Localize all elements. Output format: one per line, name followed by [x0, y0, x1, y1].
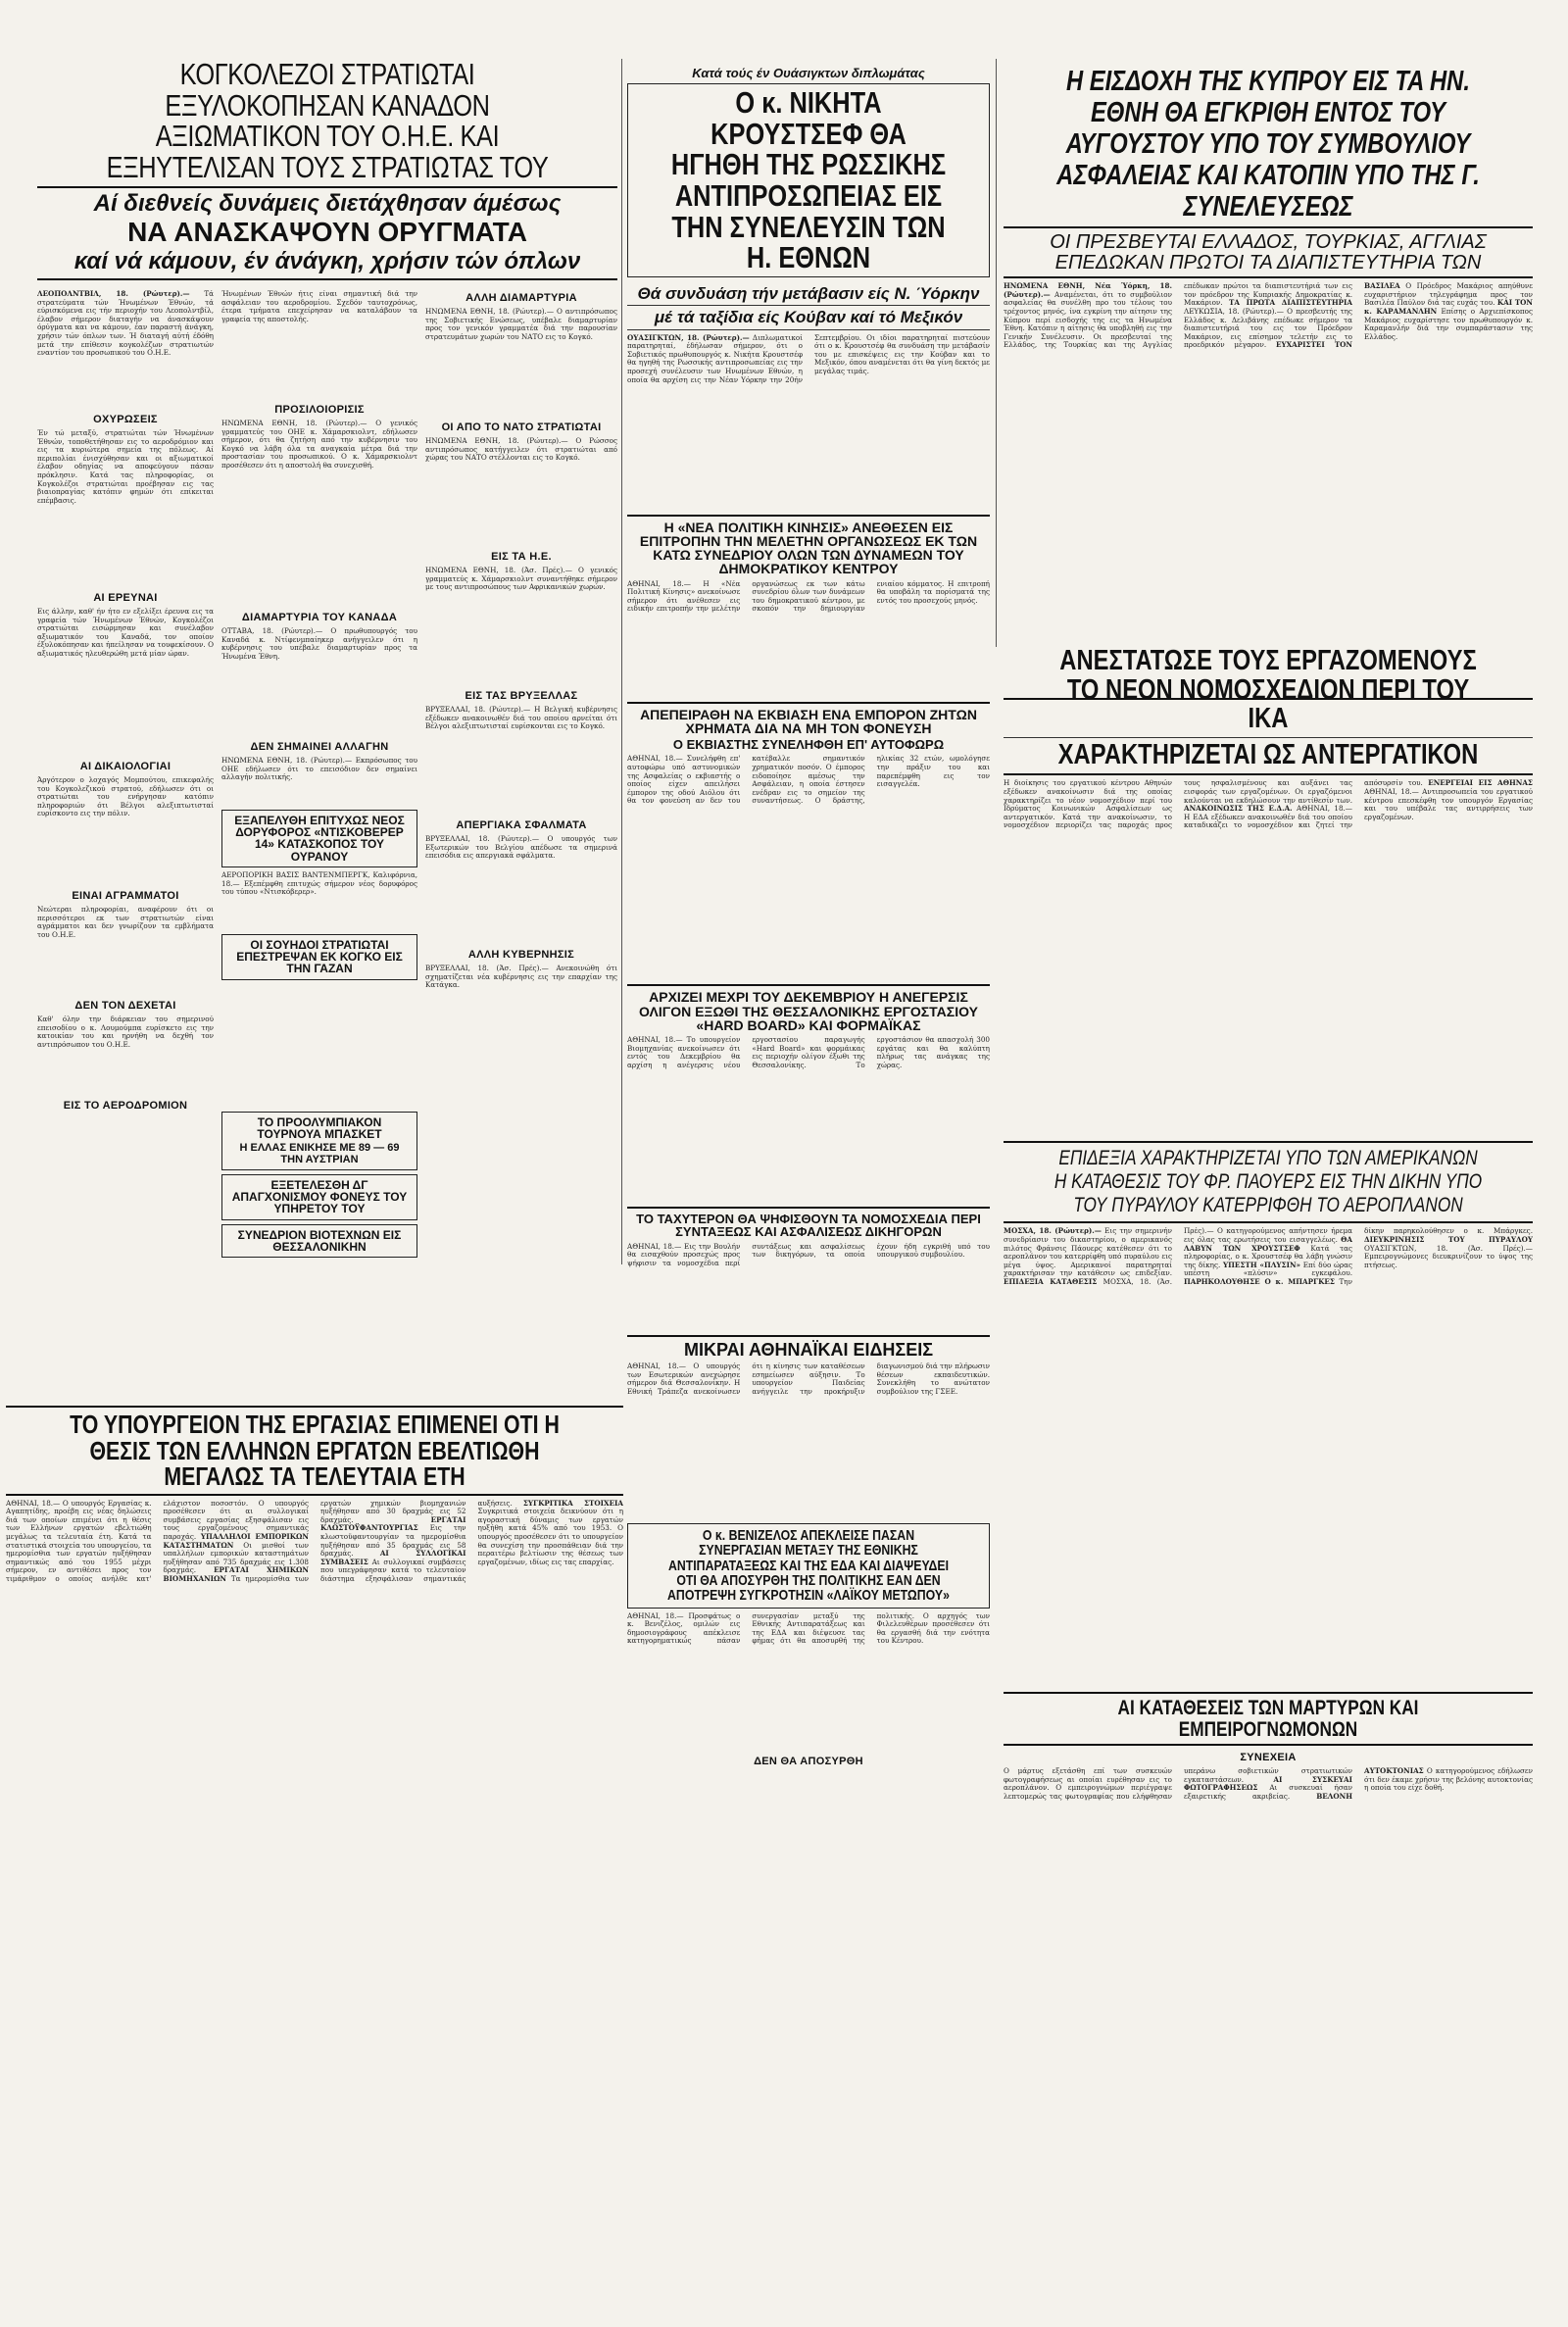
section-heading: ΥΠΑΛΛΗΛΟΙ ΕΜΠΟΡΙΚΩΝ ΚΑΤΑΣΤΗΜΑΤΩΝ — [163, 1531, 310, 1550]
section-heading: ΠΑΡΗΚΟΛΟΥΘΗΣΕ Ο κ. ΜΠΑΡΓΚΕΣ — [1184, 1276, 1335, 1286]
section-heading: ΑΛΛΗ ΚΥΒΕΡΝΗΣΙΣ — [467, 949, 575, 961]
mikrai-headline: ΜΙΚΡΑΙ ΑΘΗΝΑΪΚΑΙ ΕΙΔΗΣΕΙΣ — [683, 1339, 934, 1360]
body-text: Ήνωμένων Έθνών ήτις είναι σημαντική διά την ασφάλειαν του αεροδρομίου. Σχεδόν ταυτοχρόνως, έτερα τμήματα επεχείρησαν να καταλάβουν τα γραφεία της αποστολής. — [221, 290, 417, 323]
ika-story — [1004, 647, 1533, 1214]
body-text: ΗΝΩΜΕΝΑ ΕΘΝΗ, 18. (Ρώυτερ).— Εκπρόσωπος του ΟΗΕ εδήλωσεν ότι το επεισόδιον δεν σημαίνει αλλαγήν πολιτικής. — [221, 757, 417, 782]
venizelos-headline: Ο κ. ΒΕΝΙΖΕΛΟΣ ΑΠΕΚΛΕΙΣΕ ΠΑΣΑΝ ΣΥΝΕΡΓΑΣΙΑΝ ΜΕΤΑΞΥ ΤΗΣ ΕΘΝΙΚΗΣ ΑΝΤΙΠΑΡΑΤΑΞΕΩΣ ΚΑΙ ΤΗΣ ΕΔΑ ΚΑΙ ΔΙΑΨΕΥΔΕΙ ΟΤΙ ΘΑ ΑΠΟΣΥΡΘΗ ΤΗΣ ΠΟΛΙΤΙΚΗΣ ΕΑΝ ΔΕΝ ΑΠΟΤΡΕΨΗ ΣΥΓΚΡΟΤΗΣΙΝ «ΛΑΪΚΟΥ ΜΕΤΩΠΟΥ» — [667, 1527, 950, 1605]
left-headline: ΚΟΓΚΟΛΕΖΟΙ ΣΤΡΑΤΙΩΤΑΙ ΕΞΥΛΟΚΟΠΗΣΑΝ ΚΑΝΑΔΟΝ ΑΞΙΩΜΑΤΙΚΟΝ ΤΟΥ Ο.Η.Ε. ΚΑΙ ΕΞΗΥΤΕΛΙΣΑΝ ΤΟΥΣ ΣΤΡΑΤΙΩΤΑΣ ΤΟΥ — [106, 59, 549, 184]
section-heading: ΔΕΝ ΤΟΝ ΔΕΧΕΤΑΙ — [74, 1000, 176, 1012]
news-box — [221, 810, 417, 867]
center-subhead-2: μέ τά ταξίδια είς Κούβαν καί τό Μεξικόν — [654, 308, 963, 327]
top-kicker: Κατά τούς έν Ουάσιγκτων διπλωμάτας — [692, 67, 925, 80]
section-heading: ΑΙ ΣΥΣΚΕΥΑΙ ΦΩΤΟΓΡΑΦΗΣΕΩΣ — [1184, 1774, 1352, 1793]
body-text: ΛΕΟΠΟΛΝΤΒΙΛ, 18. (Ρώυτερ).— Τά στρατεύματα τών Ήνωμένων Έθνών, τά εύρισκόμενα εις τήν περιοχήν του Λεοπολντβίλ, έλαβον σήμερον διαταγήν να άνασκάψουν όρύγματα και να κάμουν, έαν παραστή άνάγκη, χρήσιν τών όπλων των. Ή διαταγή αύτή έδόθη μετά την επίθεσιν κογκολέζων στρατιωτών εναντίον του προσωπικού του Ο.Η.Ε. — [37, 290, 214, 358]
divider — [37, 186, 617, 188]
body-text: ΗΝΩΜΕΝΑ ΕΘΝΗ, 18. (Ρώυτερ).— Ο γενικός γραμματεύς του ΟΗΕ κ. Χάμαρσκιολντ, εδήλωσεν σήμερον, ότι θα ζητήση από την κυβέρνησιν του Κογκό να λάβη όλα τα αναγκαία μέτρα διά την προστασίαν του προσωπικού. Ο κ. Χάμαρσκιολντ προσέθεσεν ότι η αποστολή θα συνεχισθή. — [221, 420, 417, 470]
right-subhead: ΟΙ ΠΡΕΣΒΕΥΤΑΙ ΕΛΛΑΔΟΣ, ΤΟΥΡΚΙΑΣ, ΑΓΓΛΙΑΣ ΕΠΕΔΩΚΑΝ ΠΡΩΤΟΙ ΤΑ ΔΙΑΠΙΣΤΕΥΤΗΡΙΑ ΤΩΝ — [1050, 231, 1487, 273]
section-heading: ΚΑΙ ΤΟΝ κ. ΚΑΡΑΜΑΝΛΗΝ — [1364, 298, 1533, 317]
hardboard-headline: ΑΡΧΙΖΕΙ ΜΕΧΡΙ ΤΟΥ ΔΕΚΕΜΒΡΙΟΥ Η ΑΝΕΓΕΡΣΙΣ ΟΛΙΓΟΝ ΕΞΩΘΙ ΤΗΣ ΘΕΣΣΑΛΟΝΙΚΗΣ ΕΡΓΟΣΤΑΣΙΟΥ «HARD BOARD» ΚΑΙ ΦΟΡΜΑΪΚΑΣ — [639, 989, 978, 1033]
ergasias-story — [0, 1402, 623, 2327]
news-box — [221, 1174, 417, 1220]
body-text: ΑΘΗΝΑΙ, 18.— Προσφάτως ο κ. Βενιζέλος, ομιλών εις δημοσιογράφους απέκλεισε κατηγορηματικώς πάσαν συνεργασίαν μεταξύ της Εθνικής Αντιπαρατάξεως και της ΕΔΑ και διέψευσε τας φήμας ότι θα αποσυρθή της πολιτικής. Ο αρχηγός των Φιλελευθέρων προσέθεσεν ότι θα εργασθή διά την ενότητα του Κέντρου. — [627, 1611, 990, 1646]
left-lead-story — [37, 59, 617, 284]
divider — [627, 984, 990, 986]
body-text: Έν τώ μεταξύ, στρατιώται τών Ήνωμένων Έθνών, τοποθετήθησαν εις το αεροδρόμιον και εις τα κυριώτερα σημεία της πόλεως. Αί περιπολίαι ένισχύθησαν και οι αξιωματικοί έλαβον οδηγίας να αποφεύγουν πάσαν πρόκλησιν. Κατά τας πληροφορίας, οι Κογκολέζοι στρατιώται προέβησαν εις τας βιαιοπραγίας κατόπιν φημών ότι επίκειται επέμβασις. — [37, 429, 214, 505]
section-heading: ΕΡΓΑΤΑΙ ΚΛΩΣΤΟΫΦΑΝΤΟΥΡΓΙΑΣ — [320, 1514, 466, 1533]
divider — [1004, 737, 1533, 738]
ekviasi-headline: ΑΠΕΠΕΙΡΑΘΗ ΝΑ ΕΚΒΙΑΣΗ ΕΝΑ ΕΜΠΟΡΟΝ ΖΗΤΩΝ ΧΡΗΜΑΤΑ ΔΙΑ ΝΑ ΜΗ ΤΟΝ ΦΟΝΕΥΣΗ — [640, 706, 977, 736]
section-heading: ΕΙΣ ΤΑΣ ΒΡΥΞΕΛΛΑΣ — [465, 690, 578, 702]
divider — [627, 1207, 990, 1209]
right-headline: Η ΕΙΣΔΟΧΗ ΤΗΣ ΚΥΠΡΟΥ ΕΙΣ ΤΑ ΗΝ. ΕΘΝΗ ΘΑ ΕΓΚΡΙΘΗ ΕΝΤΟΣ ΤΟΥ ΑΥΓΟΥΣΤΟΥ ΥΠΟ ΤΟΥ ΣΥΜΒΟΥΛΙΟΥ ΑΣΦΑΛΕΙΑΣ ΚΑΙ ΚΑΤΟΠΙΝ ΥΠΟ ΤΗΣ Γ. ΣΥΝΕΛΕΥΣΕΩΣ — [1056, 67, 1480, 223]
divider — [627, 329, 990, 330]
section-heading: ΕΙΣ ΤΟ ΑΕΡΟΔΡΟΜΙΟΝ — [63, 1100, 188, 1112]
body-text: ΑΘΗΝΑΙ, 18.— Εις την Βουλήν θα εισαχθούν προσεχώς προς ψήφισιν τα νομοσχέδια περί συντάξεως και ασφαλίσεως των δικηγόρων, τα οποία έχουν ήδη εγκριθή υπό του υπουργικού συμβουλίου. — [627, 1242, 990, 1267]
center-left-column — [425, 286, 617, 1168]
divider — [1004, 276, 1533, 278]
body-text: Νεώτεραι πληροφορίαι, αναφέρουν ότι οι περισσότεροι εκ των στρατιωτών είναι αγράμματοι και δεν γνωρίζουν τα εμβλήματα του Ο.Η.Ε. — [37, 906, 214, 939]
powers-headline: ΕΠΙΔΕΞΙΑ ΧΑΡΑΚΤΗΡΙΖΕΤΑΙ ΥΠΟ ΤΩΝ ΑΜΕΡΙΚΑΝΩΝ Η ΚΑΤΑΘΕΣΙΣ ΤΟΥ ΦΡ. ΠΑΟΥΕΡΣ ΕΙΣ ΤΗΝ ΔΙΚΗΝ ΥΠΟ ΤΟΥ ΠΥΡΑΥΛΟΥ ΚΑΤΕΡΡΙΦΘΗ ΤΟ ΑΕΡΟΠΛΑΝΟΝ — [1054, 1147, 1483, 1217]
section-heading: ΒΕΛΟΝΗ ΑΥΤΟΚΤΟΝΙΑΣ — [1316, 1767, 1424, 1802]
section-heading: ΘΑ ΛΑΒΥΝ ΤΩΝ ΧΡΟΥΣΤΣΕΦ — [1184, 1235, 1352, 1253]
news-box — [221, 1224, 417, 1258]
dateline: ΗΝΩΜΕΝΑ ΕΘΝΗ, Νέα Ύόρκη, 18. (Ρώυτερ).— — [1004, 282, 1172, 299]
divider — [1004, 1141, 1533, 1143]
section-heading: ΔΙΑΜΑΡΤΥΡΙΑ ΤΟΥ ΚΑΝΑΔΑ — [241, 612, 398, 623]
body-text: ΒΡΥΞΕΛΛΑΙ, 18. (Ρώυτερ).— Ο υπουργός των Εξωτερικών του Βελγίου απέδωσε τα σημερινά επεισόδια εις απεργιακά σφάλματα. — [425, 835, 617, 861]
left-column — [37, 286, 214, 1168]
news-box — [221, 1112, 417, 1170]
taxytero-headline: ΤΟ ΤΑΧΥΤΕΡΟΝ ΘΑ ΨΗΦΙΣΘΟΥΝ ΤΑ ΝΟΜΟΣΧΕΔΙΑ ΠΕΡΙ ΣΥΝΤΑΞΕΩΣ ΚΑΙ ΑΣΦΑΛΙΣΕΩΣ ΔΙΚΗΓΟΡΩΝ — [636, 1212, 981, 1240]
box-headline: ΣΥΝΕΔΡΙΟΝ ΒΙΟΤΕΧΝΩΝ ΕΙΣ ΘΕΣΣΑΛΟΝΙΚΗΝ — [237, 1227, 402, 1254]
divider — [627, 515, 990, 517]
divider — [6, 1406, 623, 1408]
left-subhead-3: καί νά κάμουν, έν άνάγκη, χρήσιν τών όπλων — [74, 248, 581, 275]
left-subhead-1: Αί διεθνείς δυνάμεις διετάχθησαν άμέσως — [93, 190, 562, 218]
neapolitiki-headline: Η «ΝΕΑ ΠΟΛΙΤΙΚΗ ΚΙΝΗΣΙΣ» ΑΝΕΘΕΣΕΝ ΕΙΣ ΕΠΙΤΡΟΠΗΝ ΤΗΝ ΜΕΛΕΤΗΝ ΟΡΓΑΝΩΣΕΩΣ ΕΚ ΤΩΝ ΚΑΤΩ ΣΥΝΕΔΡΙΟΥ ΟΛΩΝ ΤΩΝ ΔΥΝΑΜΕΩΝ ΤΟΥ ΔΗΜΟΚΡΑΤΙΚΟΥ ΚΕΝΤΡΟΥ — [639, 519, 978, 577]
body-text: ΑΘΗΝΑΙ, 18.— Ο υπουργός των Εσωτερικών ανεχώρησε σήμερον διά Θεσσαλονίκην. Η Εθνική Τράπεζα ανεκοίνωσεν ότι η κίνησις των καταθέσεων εσημείωσεν αύξησιν. Το υπουργείον Παιδείας ανήγγειλε την προκήρυξιν διαγωνισμού διά την πλήρωσιν θέσεων εκπαιδευτικών. Συνεκλήθη το ανώτατον συμβούλιον της ΓΣΕΕ. — [627, 1362, 990, 1396]
body-text: ΜΟΣΧΑ, 18. (Ρώυτερ).— Εις την σημερινήν συνεδρίασιν του δικαστηρίου, ο αμερικανός πιλότος Φράνσις Πάουερς κατέθεσεν ότι το αεροπλάνον του κατερρίφθη υπό πυραύλου εις μέγα ύψος. Αμερικανοί παρατηρηταί χαρακτήρισαν την κατάθεσιν ως επιδεξίαν. ΕΠΙΔΕΞΙΑ ΚΑΤΑΘΕΣΙΣ ΜΟΣΧΑ, 18. (Άσ. Πρές).— Ο κατηγορούμενος απήντησεν ήρεμα εις όλας τας ερωτήσεις του εισαγγελέως. ΘΑ ΛΑΒΥΝ ΤΩΝ ΧΡΟΥΣΤΣΕΦ Κατά τας πληροφορίας, ο κ. Χρουστσέφ θα λάβη γνώσιν της δίκης. ΥΠΕΣΤΗ «ΠΛΥΣΙΝ» Επί δύο ώρας υπέστη «πλύσιν» εγκεφάλου. ΠΑΡΗΚΟΛΟΥΘΗΣΕ Ο κ. ΜΠΑΡΓΚΕΣ Την δίκην παρηκολούθησεν ο κ. Μπάργκες. ΔΙΕΥΚΡΙΝΗΣΙΣ ΤΟΥ ΠΥΡΑΥΛΟΥ ΟΥΑΣΙΓΚΤΩΝ, 18. (Άσ. Πρές).— Εμπειρογνώμονες διευκρινίζουν το ύψος της πτήσεως. — [1004, 1227, 1533, 1286]
section-heading: ΕΥΧΑΡΙΣΤΕΙ ΤΟΝ ΒΑΣΙΛΕΑ — [1275, 282, 1400, 350]
box-subhead: Η ΕΛΛΑΣ ΕΝΙΚΗΣΕ ΜΕ 89 — 69 ΤΗΝ ΑΥΣΤΡΙΑΝ — [239, 1142, 400, 1165]
venizelos-box — [627, 1523, 990, 1608]
left-middle-column — [221, 286, 417, 1168]
body-text: Η διοίκησις του εργατικού κέντρου Αθηνών εξέδωκεν ανακοίνωσιν διά της οποίας χαρακτηρίζει το νέον νομοσχέδιον περί του Ιδρύματος Κοινωνικών Ασφαλίσεων ως αντεργατικόν. Κατά την ανακοίνωσιν, το νομοσχέδιον περιορίζει τας παροχάς προς τους ησφαλισμένους και αυξάνει τας εισφοράς των εργαζομένων. Οι εργαζόμενοι καλούνται να εκδηλώσουν την αντίθεσίν των. ΑΝΑΚΟΙΝΩΣΙΣ ΤΗΣ Ε.Δ.Α. ΑΘΗΝΑΙ, 18.— Η ΕΔΑ εξέδωκεν ανακοινωθέν διά του οποίου καταδικάζει το νομοσχέδιον και ζητεί την απόσυρσίν του. ΕΝΕΡΓΕΙΑΙ ΕΙΣ ΑΘΗΝΑΣ ΑΘΗΝΑΙ, 18.— Αντιπροσωπεία του εργατικού κέντρου επεσκέφθη τον υπουργόν Εργασίας και του υπέβαλε τας αντιρρήσεις των εργαζομένων. — [1004, 779, 1533, 830]
box-headline: ΟΙ ΣΟΥΗΔΟΙ ΣΤΡΑΤΙΩΤΑΙ ΕΠΕΣΤΡΕΨΑΝ ΕΚ ΚΟΓΚΟ ΕΙΣ ΤΗΝ ΓΑΖΑΝ — [236, 937, 403, 976]
divider — [627, 1335, 990, 1337]
ekviasi-subhead: Ο ΕΚΒΙΑΣΤΗΣ ΣΥΝΕΛΗΦΘΗ ΕΠ' ΑΥΤΟΦΩΡΩ — [672, 737, 945, 753]
body-text: ΒΡΥΞΕΛΛΑΙ, 18. (Ρώυτερ).— Η Βελγική κυβέρνησις εξέδωκεν ανακοινωθέν διά του οποίου αρνείται ότι Βέλγοι αλεξιπτωτισταί ευρίσκονται εις το Κογκό. — [425, 706, 617, 731]
katatheseis-headline: ΑΙ ΚΑΤΑΘΕΣΕΙΣ ΤΩΝ ΜΑΡΤΥΡΩΝ ΚΑΙ ΕΜΠΕΙΡΟΓΝΩΜΟΝΩΝ — [1117, 1697, 1419, 1741]
divider — [627, 305, 990, 306]
section-heading: ΑΠΕΡΓΙΑΚΑ ΣΦΑΛΜΑΤΑ — [456, 819, 587, 831]
center-headline: Ο κ. ΝΙΚΗΤΑ ΚΡΟΥΣΤΣΕΦ ΘΑ ΗΓΗΘΗ ΤΗΣ ΡΩΣΣΙΚΗΣ ΑΝΤΙΠΡΟΣΩΠΕΙΑΣ ΕΙΣ ΤΗΝ ΣΥΝΕΛΕΥΣΙΝ ΤΩΝ Η. ΕΘΝΩΝ — [670, 85, 947, 275]
body-text: ΗΝΩΜΕΝΑ ΕΘΝΗ, Νέα Ύόρκη, 18. (Ρώυτερ).— Αναμένεται, ότι το συμβούλιον ασφαλείας θα συνέλθη προ του τέλους του τρέχοντος μηνός, ίνα εγκρίνη την αίτησιν της Κύπρου περί εισδοχής της εις τα Ηνωμένα Έθνη. Κατόπιν η αίτησις θα υποβληθή εις την Γενικήν Συνέλευσιν. Οι πρεσβευταί της Ελλάδος, της Τουρκίας και της Αγγλίας επέδωκαν πρώτοι τα διαπιστευτήριά των εις τον πρόεδρον της Κυπριακής Δημοκρατίας κ. Μακάριον. ΤΑ ΠΡΩΤΑ ΔΙΑΠΙΣΤΕΥΤΗΡΙΑ ΛΕΥΚΩΣΙΑ, 18. (Ρώυτερ).— Ο πρεσβευτής της Ελλάδος κ. Δελιβάνης επέδωκε σήμερον τα διαπιστευτήριά του εις τον Πρόεδρον Μακάριον, εις επίσημον τελετήν εις το προεδρικόν μέγαρον. ΕΥΧΑΡΙΣΤΕΙ ΤΟΝ ΒΑΣΙΛΕΑ Ο Πρόεδρος Μακάριος απηύθυνε ευχαριστήριον τηλεγράφημα προς τον Βασιλέα Παύλον διά τας ευχάς του. ΚΑΙ ΤΟΝ κ. ΚΑΡΑΜΑΝΛΗΝ Επίσης ο Αρχιεπίσκοπος Μακάριος ευχαρίστησε τον πρωθυπουργόν κ. Καραμανλήν διά την συμπαράστασιν της Ελλάδος. — [1004, 282, 1533, 350]
divider — [37, 278, 617, 280]
section-heading: ΣΥΝΕΧΕΙΑ — [1240, 1752, 1297, 1764]
body-text: Άργότερον ο λοχαγός Μομπούτου, επικεφαλής του Κογκολεζικού στρατού, εδήλωσεν ότι οι στρατιώται του ενήργησαν κατόπιν πληροφοριών ότι Βέλγοι αλεξιπτωτισταί ευρίσκοντο εις την πόλιν. — [37, 776, 214, 818]
center-subhead-1: Θά συνδυάση τήν μετάβασιν είς Ν. Ύόρκην — [637, 283, 980, 303]
body-text: Ο μάρτυς εξετάσθη επί των συσκευών φωτογραφήσεως αι οποίαι ευρέθησαν εις το αεροπλάνον. Ο εμπειρογνώμων περιέγραψε λεπτομερώς τας φωτογραφίας που ελήφθησαν υπεράνω σοβιετικών στρατιωτικών εγκαταστάσεων. ΑΙ ΣΥΣΚΕΥΑΙ ΦΩΤΟΓΡΑΦΗΣΕΩΣ Αι συσκευαί ήσαν εξαιρετικής ακριβείας. ΒΕΛΟΝΗ ΑΥΤΟΚΤΟΝΙΑΣ Ο κατηγορούμενος εδήλωσεν ότι δεν έκαμε χρήσιν της βελόνης αυτοκτονίας η οποία του είχε δοθή. — [1004, 1767, 1533, 1802]
left-subhead-2: ΝΑ ΑΝΑΣΚΑΨΟΥΝ ΟΡΥΓΜΑΤΑ — [127, 216, 527, 247]
body-text: ΗΝΩΜΕΝΑ ΕΘΝΗ, 18. (Άσ. Πρές).— Ο γενικός γραμματεύς κ. Χάμαρσκιολντ συναντήθηκε σήμερον με τους αντιπροσώπους των Αφρικανικών χωρών. — [425, 567, 617, 592]
section-heading: ΤΑ ΠΡΩΤΑ ΔΙΑΠΙΣΤΕΥΤΗΡΙΑ — [1229, 298, 1352, 308]
body-text: ΟΥΑΣΙΓΚΤΩΝ, 18. (Ρώυτερ).— Διπλωματικοί παρατηρηταί, έδήλωσαν σήμερον, ότι ο Σοβιετικός πρωθυπουργός κ. Νικήτα Κρουστσέφ θα ηγηθή της Ρωσσικής αντιπροσωπείας εις την προσεχή συνέλευσιν των Ηνωμένων Εθνών, η οποία θα αρχίση εις την Νέαν Υόρκην την 20ήν Σεπτεμβρίου. Οι ιδίοι παρατηρηταί πιστεύουν ότι ο κ. Κρουστσέφ θα συνδυάση την μετάβασίν του με επισκέψεις εις την Κούβαν και το Μεξικόν, όπου αναμένεται ότι θα γίνη δεκτός με μεγάλας τιμάς. — [627, 333, 990, 384]
section-heading: ΔΕΝ ΘΑ ΑΠΟΣΥΡΘΗ — [754, 1755, 863, 1767]
column-rule — [996, 59, 997, 647]
box-headline: ΤΟ ΠΡΟΟΛΥΜΠΙΑΚΟΝ ΤΟΥΡΝΟΥΑ ΜΠΑΣΚΕΤ — [257, 1115, 382, 1142]
body-text: ΑΕΡΟΠΟΡΙΚΗ ΒΑΣΙΣ ΒΑΝΤΕΝΜΠΕΡΓΚ, Καλιφόρνια, 18.— Εξεπέμφθη επιτυχώς σήμερον νέος δορυφόρος του τύπου «Ντισκόβερερ». — [221, 870, 417, 897]
column-rule — [621, 59, 622, 1264]
section-heading: ΑΙ ΣΥΛΛΟΓΙΚΑΙ ΣΥΜΒΑΣΕΙΣ — [320, 1549, 466, 1566]
body-text: Εις άλλην, καθ' ήν ήτο εν εξελίξει έρευνα εις τα γραφεία τών Ήνωμένων Έθνών, Κογκολέζοι στρατιώται εισώρμησαν και συνέλαβον αξιωματικόν του Καναδά, τον οποίον έξυλοκόπησαν και ήπείλησαν να τουφεκίσουν. Ο αξιωματικός ηλευθερώθη μετά μίαν ώραν. — [37, 608, 214, 658]
section-heading: ΕΝΕΡΓΕΙΑΙ ΕΙΣ ΑΘΗΝΑΣ — [1428, 779, 1533, 788]
section-heading: ΑΝΑΚΟΙΝΩΣΙΣ ΤΗΣ Ε.Δ.Α. — [1184, 804, 1293, 814]
section-heading: ΟΧΥΡΩΣΕΙΣ — [93, 414, 158, 425]
ika-headline: ΑΝΕΣΤΑΤΩΣΕ ΤΟΥΣ ΕΡΓΑΖΟΜΕΝΟΥΣ ΤΟ ΝΕΟΝ ΝΟΜΟΣΧΕΔΙΟΝ ΠΕΡΙ ΤΟΥ ΙΚΑ — [1059, 647, 1477, 735]
divider — [1004, 1744, 1533, 1746]
section-heading: ΠΡΟΣΙΛΟΙΟΡΙΣΙΣ — [274, 404, 365, 416]
box-headline: ΕΞΑΠΕΛΥΘΗ ΕΠΙΤΥΧΩΣ ΝΕΟΣ ΔΟΡΥΦΟΡΟΣ «ΝΤΙΣΚΟΒΕΡΕΡ 14» ΚΑΤΑΣΚΟΠΟΣ ΤΟΥ ΟΥΡΑΝΟΥ — [234, 814, 405, 864]
section-heading: ΑΙ ΕΡΕΥΝΑΙ — [93, 592, 158, 604]
section-heading: ΕΙΝΑΙ ΑΓΡΑΜΜΑΤΟΙ — [72, 890, 179, 902]
divider — [1004, 226, 1533, 228]
section-heading: ΔΙΕΥΚΡΙΝΗΣΙΣ ΤΟΥ ΠΥΡΑΥΛΟΥ — [1364, 1235, 1533, 1245]
section-heading: ΕΠΙΔΕΞΙΑ ΚΑΤΑΘΕΣΙΣ — [1004, 1276, 1098, 1286]
body-text: ΑΘΗΝΑΙ, 18.— Η «Νέα Πολιτική Κίνησις» ανεκοίνωσε σήμερον ότι ανέθεσεν εις ειδικήν επιτροπήν την μελέτην οργανώσεως εκ των κάτω συνεδρίου όλων των δυνάμεων του δημοκρατικού κέντρου, με σκοπόν την δημιουργίαν ενιαίου κόμματος. Η επιτροπή θα υποβάλη τα πορίσματά της εντός του προσεχούς μηνός. — [627, 579, 990, 614]
news-box — [221, 934, 417, 980]
center-lead-story — [627, 67, 990, 1770]
powers-story — [1004, 1137, 1533, 2065]
section-heading: ΔΕΝ ΣΗΜΑΙΝΕΙ ΑΛΛΑΓΗΝ — [250, 741, 389, 753]
divider — [1004, 773, 1533, 775]
section-heading: ΣΥΓΚΡΙΤΙΚΑ ΣΤΟΙΧΕΙΑ — [522, 1499, 623, 1508]
body-text: ΗΝΩΜΕΝΑ ΕΘΝΗ, 18. (Ρώυτερ).— Ο αντιπρόσωπος της Σοβιετικής Ενώσεως, υπέβαλε διαμαρτυρίαν προς τον γενικόν γραμματέα διά την παρουσίαν στρατευμάτων χωρών του ΝΑΤΟ εις το Κογκό. — [425, 308, 617, 341]
section-heading: ΥΠΕΣΤΗ «ΠΛΥΣΙΝ» — [1223, 1260, 1301, 1269]
section-heading: ΕΙΣ ΤΑ Η.Ε. — [491, 551, 552, 563]
section-heading: ΑΛΛΗ ΔΙΑΜΑΡΤΥΡΙΑ — [466, 292, 577, 304]
box-headline: ΕΞΕΤΕΛΕΣΘΗ ΔΓ ΑΠΑΓΧΟΝΙΣΜΟΥ ΦΟΝΕΥΣ ΤΟΥ ΥΠΗΡΕΤΟΥ ΤΟΥ — [231, 1177, 408, 1216]
body-text: ΑΘΗΝΑΙ, 18.— Το υπουργείον Βιομηχανίας ανεκοίνωσεν ότι εντός του Δεκεμβρίου θα αρχίση η ανέγερσις νέου εργοστασίου παραγωγής «Hard Board» και φορμάικας εις περιοχήν ολίγον έξωθι της Θεσσαλονίκης. Το εργοστάσιον θα απασχολή 300 εργάτας και θα καλύπτη πλήρως τας ανάγκας της χώρας. — [627, 1036, 990, 1069]
left-middle-lower — [221, 1108, 417, 1392]
right-lead-story — [1004, 67, 1533, 704]
divider — [1004, 1221, 1533, 1223]
section-heading: ΟΙ ΑΠΟ ΤΟ ΝΑΤΟ ΣΤΡΑΤΙΩΤΑΙ — [441, 421, 602, 433]
body-text: Καθ' όλην την διάρκειαν του σημερινού επεισοδίου ο κ. Λουμούμπα ευρίσκετο εις την κατοικίαν του και ηρνήθη να δεχθή τον αντιπρόσωπον του Ο.Η.Ε. — [37, 1015, 214, 1049]
center-headline-box — [627, 83, 990, 277]
section-heading: ΕΡΓΑΤΑΙ ΧΗΜΙΚΩΝ ΒΙΟΜΗΧΑΝΙΩΝ — [163, 1565, 309, 1583]
body-text: ΒΡΥΞΕΛΛΑΙ, 18. (Άσ. Πρές).— Ανεκοινώθη ότι σχηματίζεται νέα κυβέρνησις εις την επαρχίαν της Κατάγκα. — [425, 965, 617, 990]
divider — [627, 702, 990, 704]
body-text: ΟΤΤΑΒΑ, 18. (Ρώυτερ).— Ο πρωθυπουργός του Καναδά κ. Ντίφενμπαίηκερ ανήγγειλεν ότι η κυβέρνησις του υπέβαλε διαμαρτυρίαν προς τα Ήνωμένα Έθνη. — [221, 627, 417, 661]
section-heading: ΑΙ ΔΙΚΑΙΟΛΟΓΙΑΙ — [79, 761, 172, 772]
body-text: ΑΘΗΝΑΙ, 18.— Ο υπουργός Εργασίας κ. Αγαπητίδης, προέβη εις νέας δηλώσεις διά των οποίων επιμένει ότι η θέσις των Ελλήνων εργατών εβελτιώθη μεγάλως τα τελευταία έτη. Κατά τα στατιστικά στοιχεία του υπουργείου, τα ημερομίσθια των εργατών ηυξήθησαν σημαντικώς από του 1955 μέχρι σήμερον, εν αντιθέσει προς τον τιμάριθμον ο οποίος ανήλθε κατ' ελάχιστον ποσοστόν. Ο υπουργός προσέθεσεν ότι αι συλλογικαί συμβάσεις εργασίας εξησφάλισαν εις τους εργαζομένους σημαντικάς παροχάς. ΥΠΑΛΛΗΛΟΙ ΕΜΠΟΡΙΚΩΝ ΚΑΤΑΣΤΗΜΑΤΩΝ Οι μισθοί των υπαλλήλων εμπορικών καταστημάτων ηυξήθησαν από 735 δραχμάς εις 1.308 δραχμάς. ΕΡΓΑΤΑΙ ΧΗΜΙΚΩΝ ΒΙΟΜΗΧΑΝΙΩΝ Τα ημερομίσθια των εργατών χημικών βιομηχανιών ηυξήθησαν από 30 δραχμάς εις 52 δραχμάς. ΕΡΓΑΤΑΙ ΚΛΩΣΤΟΫΦΑΝΤΟΥΡΓΙΑΣ Εις την κλωστοϋφαντουργίαν τα ημερομίσθια ηυξήθησαν από 35 δραχμάς εις 58 δραχμάς. ΑΙ ΣΥΛΛΟΓΙΚΑΙ ΣΥΜΒΑΣΕΙΣ Αι συλλογικαί συμβάσεις που υπεγράφησαν κατά το τελευταίον διάστημα εξησφάλισαν σημαντικάς αυξήσεις. ΣΥΓΚΡΙΤΙΚΑ ΣΤΟΙΧΕΙΑ Συγκριτικά στοιχεία δεικνύουν ότι η αγοραστική δύναμις των εργατών ηυξήθη κατά 45% από του 1953. Ο υπουργός προσέθεσεν ότι το υπουργείον θα συνεχίση την προσπάθειαν διά την περαιτέρω βελτίωσιν της θέσεως των εργαζομένων, ιδίως εις τας επαρχίας. — [6, 1499, 623, 1583]
dateline: ΟΥΑΣΙΓΚΤΩΝ, 18. (Ρώυτερ).— — [627, 333, 750, 342]
divider — [1004, 1692, 1533, 1694]
ergasias-headline: ΤΟ ΥΠΟΥΡΓΕΙΟΝ ΤΗΣ ΕΡΓΑΣΙΑΣ ΕΠΙΜΕΝΕΙ ΟΤΙ Η ΘΕΣΙΣ ΤΩΝ ΕΛΛΗΝΩΝ ΕΡΓΑΤΩΝ ΕΒΕΛΤΙΩΘΗ ΜΕΓΑΛΩΣ ΤΑ ΤΕΛΕΥΤΑΙΑ ΕΤΗ — [70, 1410, 560, 1492]
dateline: ΜΟΣΧΑ, 18. (Ρώυτερ).— — [1004, 1227, 1102, 1236]
dateline: ΛΕΟΠΟΛΝΤΒΙΛ, 18. (Ρώυτερ).— — [37, 290, 190, 298]
ika-subhead: ΧΑΡΑΚΤΗΡΙΖΕΤΑΙ ΩΣ ΑΝΤΕΡΓΑΤΙΚΟΝ — [1057, 738, 1479, 770]
body-text: ΑΘΗΝΑΙ, 18.— Συνελήφθη επ' αυτοφώρω υπό αστυνομικών της Ασφαλείας ο εκβιαστής ο οποίος είχεν απειλήσει έμπορον της οδού Αιόλου ότι θα τον φονεύση αν δεν του κατέβαλλε σημαντικόν χρηματικόν ποσόν. Ο έμπορος ειδοποίησε αμέσως την Ασφάλειαν, η οποία έστησεν ενέδραν εις το σημείον της συναντήσεως. Ο δράστης, ηλικίας 32 ετών, ωμολόγησε την πράξιν του και παρεπέμφθη εις τον εισαγγελέα. — [627, 755, 990, 806]
body-text: ΗΝΩΜΕΝΑ ΕΘΝΗ, 18. (Ρώυτερ).— Ο Ρώσσος αντιπρόσωπος κατήγγειλεν ότι στρατιώται από χώρας του ΝΑΤΟ στέλλονται εις το Κογκό. — [425, 437, 617, 463]
divider — [6, 1494, 623, 1496]
